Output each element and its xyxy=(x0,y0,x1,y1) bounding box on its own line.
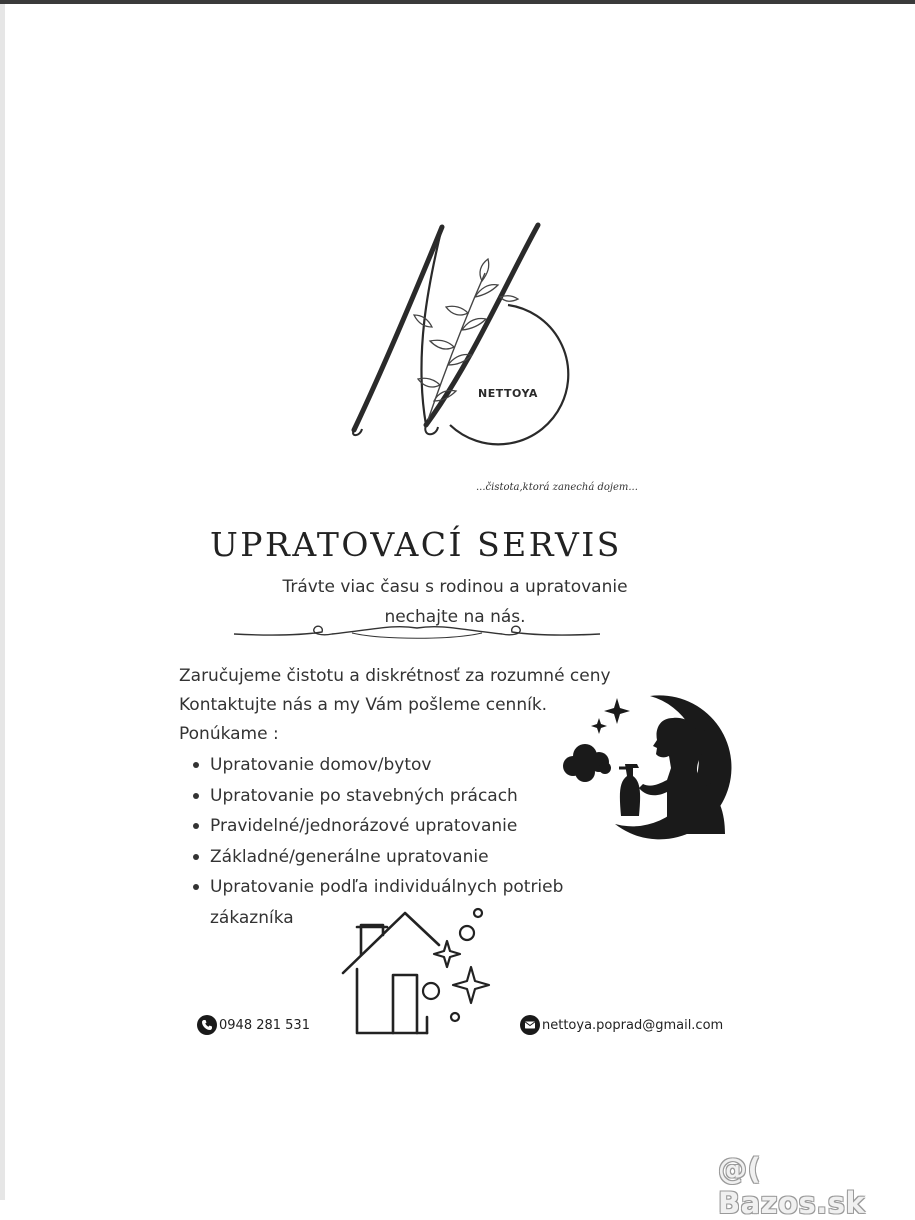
brand-name: NETTOYA xyxy=(478,387,538,400)
leaf-monogram-icon xyxy=(330,215,590,445)
phone-contact xyxy=(197,1015,310,1035)
intro-line-1: Zaručujeme čistotu a diskrétnosť za rozumné ceny xyxy=(179,666,611,686)
watermark: @( Bazos.sk xyxy=(718,1152,866,1220)
page-title: UPRATOVACÍ SERVIS xyxy=(210,525,622,564)
tagline: ...čistota,ktorá zanechá dojem... xyxy=(476,482,638,493)
list-item: Upratovanie domov/bytov xyxy=(190,750,590,781)
ornamental-divider xyxy=(232,620,602,642)
top-border xyxy=(0,0,915,4)
phone-number[interactable]: 0948 281 531 xyxy=(219,1017,310,1033)
email-address[interactable]: nettoya.poprad@gmail.com xyxy=(542,1017,724,1033)
left-border xyxy=(0,4,5,1200)
list-item: Základné/generálne upratovanie xyxy=(190,842,590,873)
list-item: Upratovanie po stavebných prácach xyxy=(190,781,590,812)
mail-icon xyxy=(520,1015,540,1035)
intro-line-2: Kontaktujte nás a my Vám pošleme cenník. xyxy=(179,695,548,715)
subtitle-line-2: nechajte na nás. xyxy=(384,607,526,627)
list-item: Pravidelné/jednorázové upratovanie xyxy=(190,811,590,842)
list-item: Upratovanie podľa individuálnych potrieb zákazníka xyxy=(190,872,590,933)
intro-line-3: Ponúkame : xyxy=(179,724,279,744)
subtitle-line-1: Trávte viac času s rodinou a upratovanie xyxy=(282,577,628,597)
cleaning-woman-icon xyxy=(555,688,740,838)
phone-icon xyxy=(197,1015,217,1035)
sparkling-house-icon xyxy=(335,905,500,1040)
email-contact xyxy=(520,1015,723,1035)
